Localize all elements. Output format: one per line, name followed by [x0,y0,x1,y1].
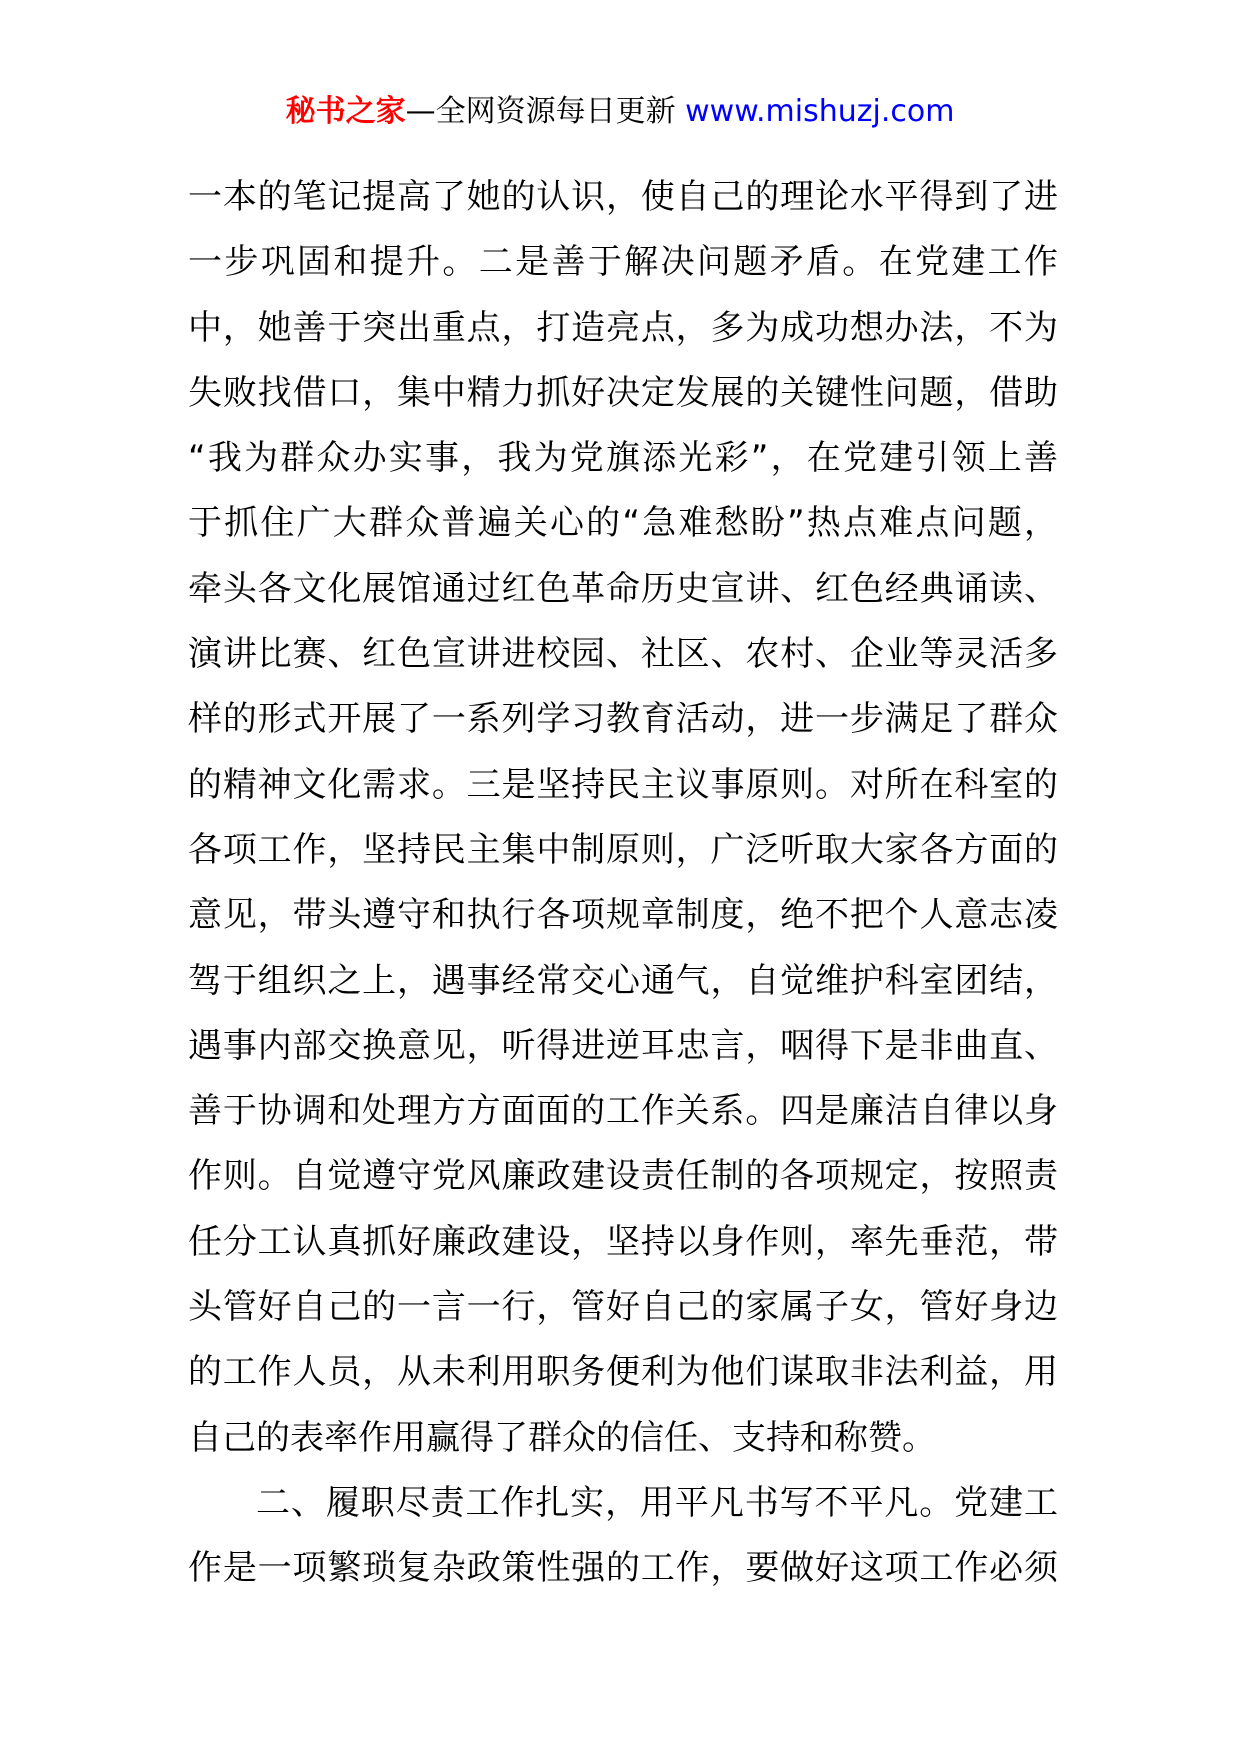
text-line: 演讲比赛、红色宣讲进校园、社区、农村、企业等灵活多 [188,634,1058,675]
text-line: 头管好自己的一言一行，管好自己的家属子女，管好身边 [188,1287,1058,1328]
document-body [188,165,1058,1602]
paragraph-end-line: 自己的表率作用赢得了群众的信任、支持和称赞。 [188,1417,936,1458]
text-line: 的精神文化需求。三是坚持民主议事原则。对所在科室的 [188,764,1058,805]
text-line: 各项工作，坚持民主集中制原则，广泛听取大家各方面的 [188,829,1058,870]
text-line: 遇事内部交换意见，听得进逆耳忠言，咽得下是非曲直、 [188,1025,1058,1066]
text-line: 于抓住广大群众普遍关心的“急难愁盼”热点难点问题， [188,503,1058,544]
text-line: 失败找借口，集中精力抓好决定发展的关键性问题，借助 [188,372,1058,413]
text-line: 中，她善于突出重点，打造亮点，多为成功想办法，不为 [188,307,1058,348]
text-line: 意见，带头遵守和执行各项规章制度，绝不把个人意志凌 [188,895,1058,936]
header-tagline: —全网资源每日更新 [405,94,686,129]
text-line: 一步巩固和提升。二是善于解决问题矛盾。在党建工作 [188,242,1058,283]
brand-name: 秘书之家 [285,94,406,129]
text-line: 一本的笔记提高了她的认识，使自己的理论水平得到了进 [188,177,1058,217]
text-line: 作是一项繁琐复杂政策性强的工作，要做好这项工作必须 [188,1548,1058,1589]
text-line: 驾于组织之上，遇事经常交心通气，自觉维护科室团结， [188,960,1058,1001]
site-url[interactable]: www.mishuzj.com [685,94,955,129]
text-line: 的工作人员，从未利用职务便利为他们谋取非法利益，用 [188,1352,1058,1393]
text-line: 善于协调和处理方方面面的工作关系。四是廉洁自律以身 [188,1091,1058,1132]
text-line: 样的形式开展了一系列学习教育活动，进一步满足了群众 [188,699,1058,740]
section-heading-line: 二、履职尽责工作扎实，用平凡书写不平凡。党建工 [256,1482,1058,1523]
text-line: “我为群众办实事，我为党旗添光彩”，在党建引领上善 [188,438,1058,479]
site-header [0,92,1240,132]
text-line: 任分工认真抓好廉政建设，坚持以身作则，率先垂范，带 [188,1221,1058,1262]
text-line: 牵头各文化展馆通过红色革命历史宣讲、红色经典诵读、 [188,568,1058,609]
text-line: 作则。自觉遵守党风廉政建设责任制的各项规定，按照责 [188,1156,1058,1197]
